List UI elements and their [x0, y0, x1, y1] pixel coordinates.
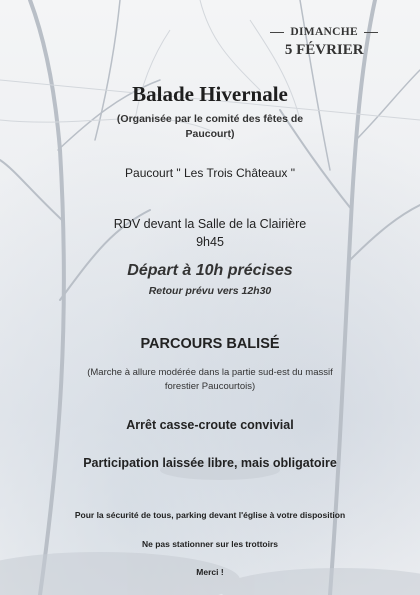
meeting-time: 9h45 [196, 235, 224, 249]
no-parking-note: Ne pas stationner sur les trottoirs [141, 539, 279, 549]
thanks-note: Merci ! [196, 567, 224, 577]
route-title: PARCOURS BALISÉ [140, 336, 280, 352]
dash-left [270, 32, 284, 33]
snack-stop: Arrêt casse-croute convivial [126, 418, 294, 432]
event-place: Paucourt " Les Trois Châteaux " [125, 166, 295, 180]
organizer-note: (Organisée par le comité des fêtes de Paucourt) [116, 113, 304, 140]
route-note: (Marche à allure modérée dans la partie sud-est du massif forestier Paucourtois) [87, 367, 333, 392]
parking-info: Pour la sécurité de tous, parking devant l'église à votre disposition [74, 510, 346, 520]
dash-right [364, 32, 378, 33]
departure-time: Départ à 10h précises [127, 262, 293, 279]
event-day: DIMANCHE [290, 26, 358, 38]
date-block [264, 26, 384, 59]
meeting-location: RDV devant la Salle de la Clairière [113, 217, 307, 231]
return-time: Retour prévu vers 12h30 [148, 285, 272, 297]
meeting-point [0, 215, 420, 251]
event-title: Balade Hivernale [132, 82, 288, 106]
event-date: 5 FÉVRIER [284, 42, 364, 58]
participation-note: Participation laissée libre, mais obligatoire [83, 456, 337, 470]
